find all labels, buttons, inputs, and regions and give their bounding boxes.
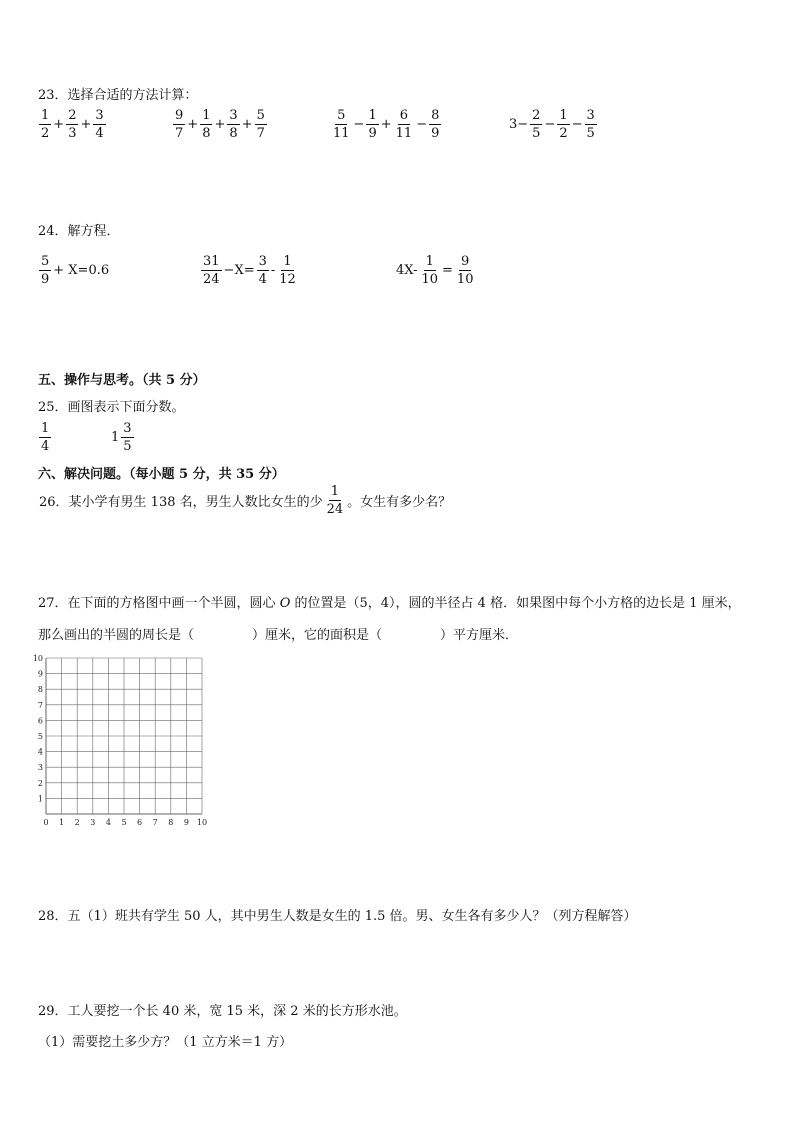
grid-lines — [46, 658, 202, 814]
q27-line-2: 那么画出的半圆的周长是（ ）厘米，它的面积是（ ）平方厘米． — [38, 628, 519, 643]
y-axis-labels — [33, 654, 43, 803]
y-tick-label: 8 — [37, 685, 43, 695]
fraction: $\frac{3}{5}$ — [123, 421, 132, 454]
fraction: $\frac{3}{8}$ — [229, 108, 238, 141]
x-tick-label: 1 — [59, 818, 65, 827]
q24-equation-1: $\frac{5}{9}$ + X=0.6 — [41, 254, 110, 287]
y-tick-label: 7 — [37, 700, 43, 710]
fraction: $\frac{5}{9}$ — [41, 254, 50, 287]
fraction: $\frac{9}{7}$ — [175, 108, 184, 141]
fraction: $\frac{1}{24}$ — [326, 484, 344, 517]
q28-question: 28．五（1）班共有学生 50 人，其中男生人数是女生的 1.5 倍。男、女生各有多少人？（列方程解答） — [38, 909, 637, 924]
q25-fraction-2: 1 $\frac{3}{5}$ — [111, 421, 132, 454]
x-tick-label: 7 — [152, 818, 158, 827]
y-tick-label: 3 — [37, 763, 43, 773]
q23-title: 23．选择合适的方法计算： — [38, 88, 198, 103]
fraction: $\frac{1}{2}$ — [41, 108, 50, 141]
y-tick-label: 10 — [32, 654, 43, 663]
fraction: $\frac{1}{2}$ — [559, 108, 568, 141]
fraction: $\frac{2}{5}$ — [532, 108, 541, 141]
q29-question: 29．工人要挖一个长 40 米，宽 15 米，深 2 米的长方形水池。 — [38, 1004, 407, 1019]
section-6-heading: 六、解决问题。（每小题 5 分，共 35 分） — [38, 467, 285, 482]
fraction: $\frac{1}{4}$ — [41, 421, 50, 454]
x-tick-label: 2 — [74, 818, 80, 827]
q24-equation-2: $\frac{31}{24}$ −X= $\frac{3}{4}$ - $\frac{1}{12}$ — [203, 254, 296, 287]
section-5-heading: 五、操作与思考。（共 5 分） — [38, 373, 206, 388]
q24-title: 24．解方程． — [38, 224, 120, 239]
fraction: $\frac{9}{10}$ — [456, 254, 474, 287]
q24-equation-3: 4X- $\frac{1}{10}$ = $\frac{9}{10}$ — [396, 254, 474, 287]
x-tick-label: 6 — [137, 818, 143, 827]
q23-expression-3: $\frac{5}{11}$ − $\frac{1}{9}$ + $\frac{6}{11}$ − $\frac{8}{9}$ — [333, 108, 440, 141]
fraction: $\frac{1}{9}$ — [368, 108, 377, 141]
fraction: $\frac{2}{3}$ — [68, 108, 77, 141]
center-point-label: O — [279, 596, 291, 611]
fraction: $\frac{8}{9}$ — [431, 108, 440, 141]
fraction: $\frac{3}{5}$ — [586, 108, 595, 141]
fraction: $\frac{31}{24}$ — [203, 254, 220, 287]
x-tick-label: 9 — [183, 818, 189, 827]
q23-expression-1: $\frac{1}{2}$ + $\frac{2}{3}$ + $\frac{3}{4}$ — [41, 108, 104, 141]
y-tick-label: 6 — [37, 716, 43, 726]
x-axis-labels — [43, 818, 207, 827]
q26-question: 26．某小学有男生 138 名，男生人数比女生的少 $\frac{1}{24}$ 。女生有多少名？ — [39, 484, 452, 517]
x-tick-label: 8 — [168, 818, 174, 827]
x-tick-label: 4 — [105, 818, 111, 827]
y-tick-label: 2 — [37, 778, 43, 788]
q25-title: 25．画图表示下面分数。 — [38, 400, 185, 415]
q25-fraction-1 — [38, 422, 52, 453]
q23-expression-2: $\frac{9}{7}$ + $\frac{1}{8}$ + $\frac{3}{8}$ + $\frac{5}{7}$ — [175, 108, 265, 141]
x-tick-label: 10 — [196, 818, 208, 827]
fraction: $\frac{1}{8}$ — [202, 108, 211, 141]
y-tick-label: 1 — [37, 794, 43, 804]
fraction: $\frac{1}{10}$ — [421, 254, 439, 287]
coordinate-grid — [30, 650, 220, 832]
q23-expression-4: 3− $\frac{2}{5}$ − $\frac{1}{2}$ − $\frac{3}{5}$ — [509, 108, 595, 141]
q27-line-1: 27．在下面的方格图中画一个半圆，圆心 O 的位置是（5，4），圆的半径占 4 格．如果图中每个小方格的边长是 1 厘米， — [38, 596, 741, 611]
fraction: $\frac{5}{11}$ — [333, 108, 350, 141]
y-tick-label: 9 — [37, 669, 43, 679]
fraction: $\frac{5}{7}$ — [256, 108, 265, 141]
x-tick-label: 3 — [90, 818, 96, 827]
y-tick-label: 5 — [37, 732, 43, 741]
fraction: $\frac{3}{4}$ — [258, 254, 267, 287]
fraction: $\frac{1}{12}$ — [279, 254, 296, 287]
x-tick-label: 0 — [43, 818, 49, 827]
fraction: $\frac{6}{11}$ — [395, 108, 413, 141]
q29-subquestion-1: （1）需要挖土多少方？（1 立方米＝1 方） — [38, 1035, 293, 1050]
y-tick-label: 4 — [37, 747, 43, 757]
fraction: $\frac{3}{4}$ — [95, 108, 104, 141]
x-tick-label: 5 — [121, 818, 127, 827]
